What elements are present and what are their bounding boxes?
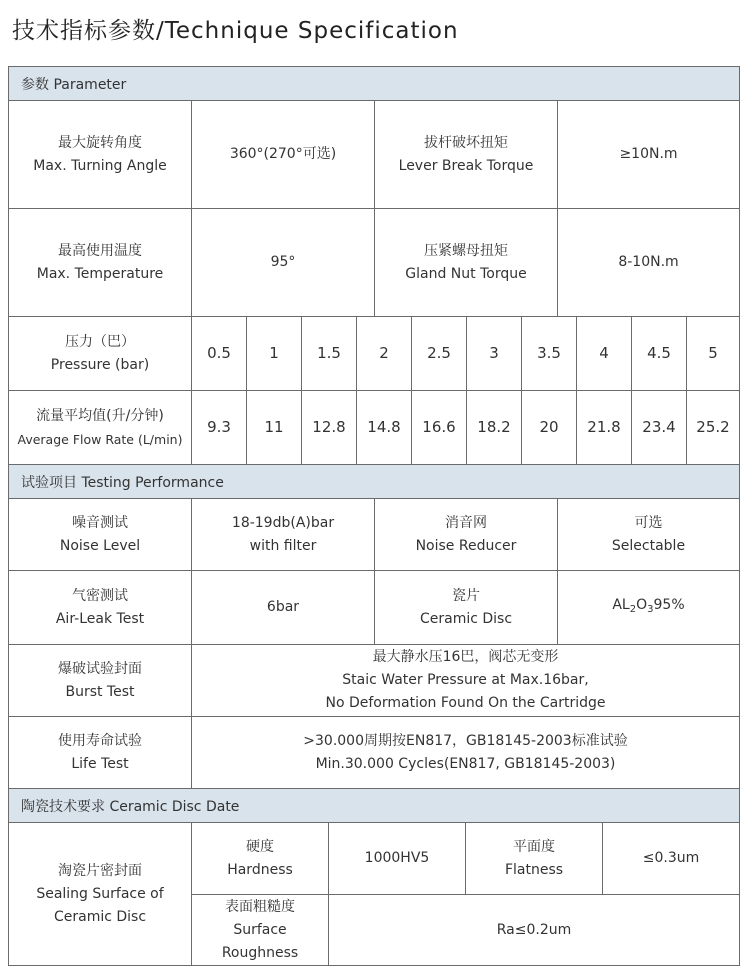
flow-rate-value: 12.8 [302, 391, 357, 465]
label-cn: 表面粗糙度 [225, 898, 295, 915]
pressure-value: 2.5 [412, 317, 467, 391]
label-en: Surface [233, 921, 287, 938]
flow-rate-value: 11 [247, 391, 302, 465]
label-cn: 最大旋转角度 [58, 134, 142, 151]
formula-part: AL [612, 597, 630, 613]
label-cn: 拔杆破坏扭矩 [424, 134, 508, 151]
label-en: Gland Nut Torque [405, 265, 527, 282]
life-test-label [9, 717, 192, 789]
label-en: Max. Turning Angle [33, 157, 167, 174]
noise-reducer-label [375, 499, 558, 571]
roughness-label [192, 895, 329, 965]
label-cn: 淘瓷片密封面 [58, 862, 142, 879]
value-en: Selectable [611, 537, 686, 554]
value-line: 18-19db(A)bar [231, 514, 335, 531]
flow-rate-label [9, 391, 192, 465]
pressure-value: 3 [467, 317, 522, 391]
label-en: Air-Leak Test [55, 610, 145, 627]
label-cn: 噪音测试 [72, 514, 128, 531]
value-line: No Deformation Found On the Cartridge [325, 695, 606, 711]
section-header-testing: 试验项目 Testing Performance [9, 465, 739, 499]
alumina-formula [612, 594, 684, 621]
section-header-ceramic: 陶瓷技术要求 Ceramic Disc Date [9, 789, 739, 823]
value-cn: 可选 [634, 514, 663, 531]
pressure-label [9, 317, 192, 391]
page-title: 技术指标参数/Technique Specification [12, 18, 459, 44]
roughness-value: Ra≤0.2um [496, 921, 572, 938]
max-turning-angle-value: 360°(270°可选) [192, 101, 375, 209]
flow-rate-value: 23.4 [632, 391, 687, 465]
flatness-value: ≤0.3um [603, 823, 739, 895]
label-cn: 压紧螺母扭矩 [424, 242, 508, 259]
label-en: Flatness [504, 861, 564, 878]
max-turning-angle-label [9, 101, 192, 209]
pressure-value: 1 [247, 317, 302, 391]
label-en: Sealing Surface of [36, 885, 164, 902]
label-cn: 硬度 [246, 838, 274, 855]
label-cn: 流量平均值(升/分钟) [36, 407, 164, 424]
ceramic-disc-value [558, 571, 739, 645]
spec-table [8, 66, 740, 966]
noise-level-value [192, 499, 375, 571]
flow-rate-value: 20 [522, 391, 577, 465]
pressure-value: 3.5 [522, 317, 577, 391]
label-cn: 平面度 [513, 838, 555, 855]
pressure-value: 2 [357, 317, 412, 391]
sealing-surface-label [9, 823, 192, 965]
value-line: Staic Water Pressure at Max.16bar, [342, 672, 589, 688]
section-header-parameter: 参数 Parameter [9, 67, 739, 101]
label-cn: 气密测试 [72, 587, 128, 604]
label-en: Noise Level [59, 537, 141, 554]
flow-rate-value: 18.2 [467, 391, 522, 465]
life-test-value [192, 717, 739, 789]
hardness-value: 1000HV5 [329, 823, 466, 895]
label-en: Burst Test [65, 683, 135, 700]
noise-level-label [9, 499, 192, 571]
label-cn: 消音网 [445, 514, 487, 531]
lever-break-torque-value: ≥10N.m [558, 101, 739, 209]
label-en: Ceramic Disc [419, 610, 513, 627]
label-cn: 压力（巴） [65, 333, 135, 350]
burst-test-label [9, 645, 192, 717]
gland-nut-torque-label [375, 209, 558, 317]
label-cn: 爆破试验封面 [58, 660, 142, 677]
max-temperature-label [9, 209, 192, 317]
air-leak-label [9, 571, 192, 645]
label-en: Average Flow Rate (L/min) [17, 431, 183, 447]
flatness-label [466, 823, 603, 895]
value-line: with filter [249, 537, 317, 554]
pressure-value: 4.5 [632, 317, 687, 391]
label-en: Noise Reducer [415, 537, 517, 554]
label-en: Pressure (bar) [50, 356, 150, 373]
flow-rate-value: 25.2 [687, 391, 739, 465]
label-en: Hardness [227, 861, 293, 878]
label-en: Lever Break Torque [398, 157, 534, 174]
pressure-value: 4 [577, 317, 632, 391]
lever-break-torque-label [375, 101, 558, 209]
label-en: Ceramic Disc [53, 908, 147, 925]
label-en: Life Test [71, 755, 129, 772]
value-line: 最大静水压16巴，阀芯无变形 [372, 649, 559, 665]
value-line: >30.000周期按EN817，GB18145-2003标准试验 [303, 732, 628, 749]
label-cn: 使用寿命试验 [58, 732, 142, 749]
formula-part: O [636, 597, 648, 613]
value-line: Min.30.000 Cycles(EN817, GB18145-2003) [315, 755, 616, 772]
hardness-label [192, 823, 329, 895]
burst-test-value [192, 645, 739, 717]
formula-subscript: 3 [647, 604, 654, 615]
label-en: Roughness [221, 944, 299, 961]
flow-rate-value: 16.6 [412, 391, 467, 465]
max-temperature-value: 95° [192, 209, 375, 317]
pressure-value: 5 [687, 317, 739, 391]
formula-subscript: 2 [629, 604, 637, 615]
label-cn: 最高使用温度 [58, 242, 142, 259]
flow-rate-value: 9.3 [192, 391, 247, 465]
pressure-value: 0.5 [192, 317, 247, 391]
label-en: Max. Temperature [36, 265, 164, 282]
gland-nut-torque-value: 8-10N.m [558, 209, 739, 317]
formula-part: 95% [653, 597, 685, 613]
flow-rate-value: 14.8 [357, 391, 412, 465]
noise-reducer-value [558, 499, 739, 571]
flow-rate-value: 21.8 [577, 391, 632, 465]
pressure-value: 1.5 [302, 317, 357, 391]
ceramic-disc-label [375, 571, 558, 645]
air-leak-value: 6bar [192, 571, 375, 645]
label-cn: 瓷片 [452, 587, 480, 604]
